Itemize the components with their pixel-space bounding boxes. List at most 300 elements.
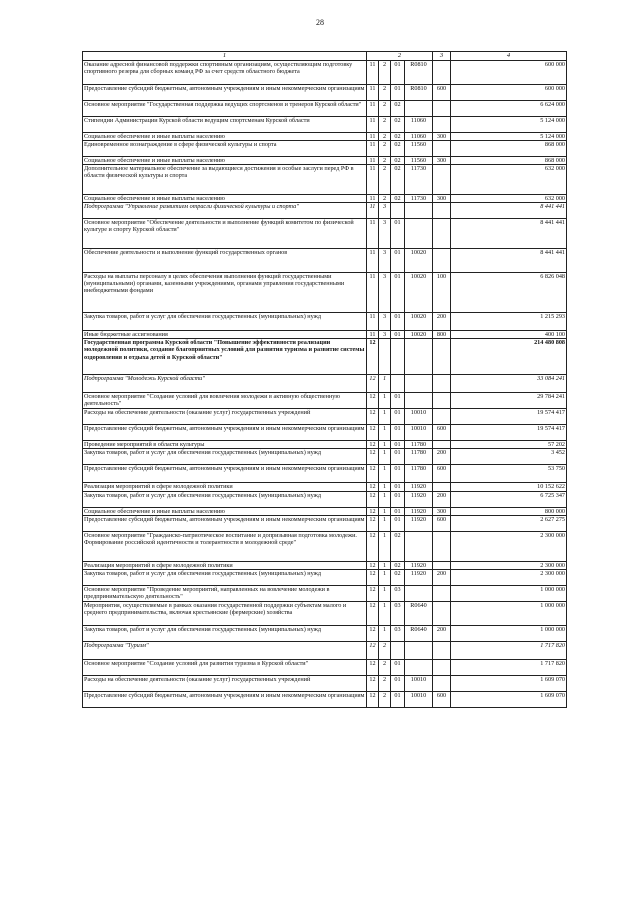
row-code-direction: 11060 (405, 133, 433, 141)
row-amount: 19 574 417 (451, 425, 567, 441)
row-code-subprogram: 1 (379, 449, 391, 465)
row-code-activity: 01 (391, 441, 405, 449)
table-row (83, 425, 567, 441)
row-code-section: 11 (367, 203, 379, 219)
row-code-direction (405, 101, 433, 117)
row-name: Подпрограмма "Молодежь Курской области" (83, 375, 367, 393)
table-row (83, 195, 567, 203)
table-body (83, 61, 567, 708)
table-row (83, 101, 567, 117)
row-code-expense-type (433, 409, 451, 425)
table-row (83, 601, 567, 625)
row-code-direction: 11780 (405, 465, 433, 483)
row-code-direction: 10010 (405, 425, 433, 441)
row-amount: 1 000 000 (451, 625, 567, 641)
row-code-direction: 11920 (405, 491, 433, 507)
row-code-subprogram: 3 (379, 273, 391, 313)
row-code-direction (405, 339, 433, 375)
row-amount: 1 609 070 (451, 675, 567, 691)
row-name: Основное мероприятие "Проведение мероприятий, направленных на вовлечение молодежи в предпринимательскую деятельность" (83, 585, 367, 601)
row-code-direction: 10010 (405, 675, 433, 691)
row-code-section: 12 (367, 691, 379, 707)
row-amount: 2 300 000 (451, 561, 567, 569)
row-name: Предоставление субсидий бюджетным, автономным учреждениям и иным некоммерческим организациям (83, 465, 367, 483)
row-code-subprogram: 1 (379, 569, 391, 585)
row-code-subprogram: 2 (379, 117, 391, 133)
row-amount: 5 124 000 (451, 117, 567, 133)
row-code-direction: 10020 (405, 331, 433, 339)
table-row (83, 61, 567, 85)
row-amount: 8 441 441 (451, 249, 567, 273)
row-amount: 632 000 (451, 195, 567, 203)
row-code-activity: 02 (391, 569, 405, 585)
row-code-subprogram: 2 (379, 641, 391, 659)
row-name: Закупка товаров, работ и услуг для обеспечения государственных (муниципальных) нужд (83, 491, 367, 507)
row-code-section: 12 (367, 675, 379, 691)
row-code-expense-type: 600 (433, 691, 451, 707)
row-name: Предоставление субсидий бюджетным, автономным учреждениям и иным некоммерческим организациям (83, 691, 367, 707)
row-code-section: 11 (367, 165, 379, 195)
row-code-expense-type: 300 (433, 133, 451, 141)
row-code-expense-type (433, 441, 451, 449)
row-amount: 3 452 (451, 449, 567, 465)
row-amount: 2 300 000 (451, 531, 567, 561)
row-amount: 6 826 048 (451, 273, 567, 313)
row-code-subprogram: 2 (379, 675, 391, 691)
row-code-section: 12 (367, 641, 379, 659)
table-row (83, 331, 567, 339)
row-code-expense-type (433, 219, 451, 249)
row-name: Иные бюджетные ассигнования (83, 331, 367, 339)
row-code-expense-type: 200 (433, 491, 451, 507)
page-number: 28 (316, 18, 324, 27)
row-code-direction: 11560 (405, 141, 433, 157)
row-code-section: 11 (367, 313, 379, 331)
row-code-subprogram: 2 (379, 691, 391, 707)
row-name: Основное мероприятие "Обеспечение деятельности и выполнение функций комитетом по физической культуре и спорту Курской области" (83, 219, 367, 249)
row-name: Обеспечение деятельности и выполнение функций государственных органов (83, 249, 367, 273)
row-code-expense-type: 300 (433, 195, 451, 203)
row-name: Реализация мероприятий в сфере молодежной политики (83, 483, 367, 491)
row-code-section: 12 (367, 339, 379, 375)
row-code-activity: 01 (391, 491, 405, 507)
row-code-direction (405, 531, 433, 561)
row-amount: 1 215 293 (451, 313, 567, 331)
row-code-subprogram: 1 (379, 483, 391, 491)
row-name: Оказание адресной финансовой поддержки спортивным организациям, осуществляющим подготовку спортивного резерва для сборных команд РФ за счет средств областного бюджета (83, 61, 367, 85)
row-name: Закупка товаров, работ и услуг для обеспечения государственных (муниципальных) нужд (83, 449, 367, 465)
row-code-direction (405, 393, 433, 409)
row-code-direction: 11920 (405, 561, 433, 569)
row-code-expense-type: 600 (433, 85, 451, 101)
row-code-activity: 01 (391, 465, 405, 483)
table-row (83, 85, 567, 101)
row-code-direction: 11780 (405, 449, 433, 465)
row-code-subprogram: 1 (379, 425, 391, 441)
row-code-subprogram: 2 (379, 195, 391, 203)
row-code-subprogram: 3 (379, 313, 391, 331)
row-name: Предоставление субсидий бюджетным, автономным учреждениям и иным некоммерческим организациям (83, 85, 367, 101)
row-code-activity: 02 (391, 195, 405, 203)
table-row (83, 249, 567, 273)
row-code-direction: 11920 (405, 569, 433, 585)
table-row (83, 203, 567, 219)
row-code-activity: 01 (391, 691, 405, 707)
row-code-section: 11 (367, 331, 379, 339)
row-code-direction: 11920 (405, 515, 433, 531)
row-code-section: 12 (367, 483, 379, 491)
row-code-subprogram: 2 (379, 133, 391, 141)
row-code-expense-type (433, 203, 451, 219)
row-code-section: 11 (367, 117, 379, 133)
row-code-activity: 02 (391, 141, 405, 157)
row-code-section: 12 (367, 491, 379, 507)
row-code-subprogram: 2 (379, 101, 391, 117)
row-code-activity: 01 (391, 409, 405, 425)
row-code-expense-type (433, 601, 451, 625)
row-code-section: 11 (367, 157, 379, 165)
row-code-section: 12 (367, 425, 379, 441)
row-name: Основное мероприятие "Государственная поддержка ведущих спортсменов и тренеров Курской области" (83, 101, 367, 117)
table-row (83, 659, 567, 675)
header-col-3: 3 (433, 52, 451, 61)
row-amount: 57 202 (451, 441, 567, 449)
row-code-section: 11 (367, 61, 379, 85)
table-row (83, 133, 567, 141)
header-col-4: 4 (451, 52, 567, 61)
row-amount: 868 000 (451, 157, 567, 165)
row-code-activity: 02 (391, 561, 405, 569)
row-amount: 400 100 (451, 331, 567, 339)
row-name: Единовременное вознаграждение в сфере физической культуры и спорта (83, 141, 367, 157)
row-name: Дополнительное материальное обеспечение за выдающиеся достижения и особые заслуги перед РФ в области физической культуры и спорта (83, 165, 367, 195)
row-code-activity: 02 (391, 101, 405, 117)
row-code-direction: 11780 (405, 441, 433, 449)
row-code-activity: 01 (391, 85, 405, 101)
row-code-expense-type: 200 (433, 625, 451, 641)
row-code-direction: 10020 (405, 313, 433, 331)
row-code-section: 11 (367, 85, 379, 101)
row-code-direction (405, 203, 433, 219)
row-code-direction: R0640 (405, 601, 433, 625)
row-code-section: 12 (367, 659, 379, 675)
row-code-section: 11 (367, 101, 379, 117)
row-code-subprogram: 1 (379, 585, 391, 601)
row-code-activity: 01 (391, 273, 405, 313)
row-amount: 5 124 000 (451, 133, 567, 141)
table-row (83, 313, 567, 331)
table-row (83, 465, 567, 483)
row-name: Закупка товаров, работ и услуг для обеспечения государственных (муниципальных) нужд (83, 313, 367, 331)
row-code-expense-type: 600 (433, 425, 451, 441)
row-code-section: 12 (367, 409, 379, 425)
row-code-expense-type (433, 675, 451, 691)
row-code-direction: 11730 (405, 165, 433, 195)
row-code-subprogram: 3 (379, 249, 391, 273)
table-row (83, 483, 567, 491)
row-code-expense-type: 200 (433, 313, 451, 331)
row-code-expense-type (433, 641, 451, 659)
row-code-activity: 01 (391, 61, 405, 85)
table-row (83, 515, 567, 531)
header-col-1: 1 (83, 52, 367, 61)
table-row (83, 117, 567, 133)
row-amount: 6 624 000 (451, 101, 567, 117)
row-amount: 6 725 347 (451, 491, 567, 507)
row-code-expense-type (433, 165, 451, 195)
row-code-section: 12 (367, 625, 379, 641)
row-code-section: 11 (367, 273, 379, 313)
row-code-subprogram: 2 (379, 659, 391, 675)
row-code-activity: 01 (391, 483, 405, 491)
row-amount: 600 000 (451, 85, 567, 101)
row-code-expense-type (433, 117, 451, 133)
row-code-subprogram: 1 (379, 531, 391, 561)
row-code-subprogram: 2 (379, 157, 391, 165)
table-row (83, 507, 567, 515)
row-code-activity: 01 (391, 331, 405, 339)
row-code-direction: 11060 (405, 117, 433, 133)
table-row (83, 675, 567, 691)
row-code-expense-type (433, 101, 451, 117)
row-code-section: 12 (367, 515, 379, 531)
row-code-section: 12 (367, 449, 379, 465)
table-row (83, 273, 567, 313)
row-code-subprogram: 3 (379, 219, 391, 249)
row-code-subprogram: 1 (379, 393, 391, 409)
row-code-subprogram: 1 (379, 515, 391, 531)
row-name: Проведение мероприятий в области культуры (83, 441, 367, 449)
row-amount: 1 609 070 (451, 691, 567, 707)
row-code-section: 11 (367, 249, 379, 273)
table-row (83, 561, 567, 569)
row-code-activity: 02 (391, 165, 405, 195)
row-code-subprogram: 1 (379, 375, 391, 393)
row-code-direction (405, 219, 433, 249)
table-row (83, 491, 567, 507)
row-code-activity: 01 (391, 425, 405, 441)
row-name: Закупка товаров, работ и услуг для обеспечения государственных (муниципальных) нужд (83, 569, 367, 585)
row-code-direction: R0810 (405, 61, 433, 85)
table-row (83, 219, 567, 249)
row-code-expense-type (433, 659, 451, 675)
row-code-subprogram: 2 (379, 61, 391, 85)
row-amount: 600 000 (451, 61, 567, 85)
header-col-2: 2 (367, 52, 433, 61)
row-name: Расходы на выплаты персоналу в целях обеспечения выполнения функций государственными (муниципальными) органами, казенными учреждениями, органами управления государственными внебюджетными фондами (83, 273, 367, 313)
row-code-subprogram: 3 (379, 203, 391, 219)
row-code-subprogram: 1 (379, 561, 391, 569)
row-amount: 868 000 (451, 141, 567, 157)
row-code-expense-type: 600 (433, 465, 451, 483)
row-name: Основное мероприятие "Создание условий для развития туризма в Курской области" (83, 659, 367, 675)
row-name: Стипендии Администрации Курской области ведущим спортсменам Курской области (83, 117, 367, 133)
row-code-activity: 03 (391, 585, 405, 601)
row-amount: 8 441 441 (451, 203, 567, 219)
row-code-activity: 01 (391, 507, 405, 515)
row-name: Основное мероприятие "Гражданско-патриотическое воспитание и допризывная подготовка молодежи. Формирование российской идентичности и толерантности в молодежной среде" (83, 531, 367, 561)
row-code-direction: 10020 (405, 273, 433, 313)
row-code-activity (391, 641, 405, 659)
row-name: Закупка товаров, работ и услуг для обеспечения государственных (муниципальных) нужд (83, 625, 367, 641)
row-code-section: 11 (367, 141, 379, 157)
table-row (83, 141, 567, 157)
row-code-direction: R0640 (405, 625, 433, 641)
row-code-activity: 01 (391, 219, 405, 249)
row-code-section: 12 (367, 375, 379, 393)
row-code-direction: 11920 (405, 483, 433, 491)
row-code-activity: 01 (391, 675, 405, 691)
row-amount: 53 750 (451, 465, 567, 483)
row-code-subprogram (379, 339, 391, 375)
table-row (83, 409, 567, 425)
row-code-activity: 02 (391, 531, 405, 561)
row-name: Государственная программа Курской области "Повышение эффективности реализации молодежной политики, создание благоприятных условий для развития туризма и развитие системы оздоровления и отдыха детей в Курской области" (83, 339, 367, 375)
row-code-activity: 03 (391, 625, 405, 641)
table-header-row (83, 52, 567, 61)
row-code-activity: 01 (391, 393, 405, 409)
row-code-section: 12 (367, 393, 379, 409)
row-code-subprogram: 1 (379, 441, 391, 449)
row-code-direction (405, 375, 433, 393)
row-code-section: 12 (367, 561, 379, 569)
row-code-expense-type (433, 561, 451, 569)
row-code-section: 12 (367, 569, 379, 585)
row-code-activity: 01 (391, 659, 405, 675)
row-amount: 33 084 241 (451, 375, 567, 393)
row-name: Социальное обеспечение и иные выплаты населению (83, 507, 367, 515)
row-code-expense-type (433, 339, 451, 375)
table-row (83, 339, 567, 375)
table-row (83, 691, 567, 707)
row-code-section: 11 (367, 133, 379, 141)
row-code-subprogram: 1 (379, 491, 391, 507)
row-code-direction: 11560 (405, 157, 433, 165)
row-amount: 632 000 (451, 165, 567, 195)
row-code-activity (391, 339, 405, 375)
row-code-direction: R0810 (405, 85, 433, 101)
table-row (83, 625, 567, 641)
row-code-direction (405, 585, 433, 601)
row-name: Социальное обеспечение и иные выплаты населению (83, 157, 367, 165)
row-amount: 19 574 417 (451, 409, 567, 425)
row-code-section: 12 (367, 531, 379, 561)
row-code-activity: 02 (391, 133, 405, 141)
table-row (83, 585, 567, 601)
row-name: Расходы на обеспечение деятельности (оказание услуг) государственных учреждений (83, 675, 367, 691)
row-name: Предоставление субсидий бюджетным, автономным учреждениям и иным некоммерческим организациям (83, 515, 367, 531)
row-name: Подпрограмма "Управление развитием отрасли физической культуры и спорта" (83, 203, 367, 219)
row-code-expense-type (433, 531, 451, 561)
row-code-activity (391, 203, 405, 219)
row-amount: 8 441 441 (451, 219, 567, 249)
row-code-expense-type: 200 (433, 569, 451, 585)
row-code-expense-type (433, 141, 451, 157)
row-code-subprogram: 1 (379, 601, 391, 625)
row-name: Предоставление субсидий бюджетным, автономным учреждениям и иным некоммерческим организациям (83, 425, 367, 441)
row-amount: 800 000 (451, 507, 567, 515)
row-code-expense-type (433, 393, 451, 409)
row-code-expense-type (433, 375, 451, 393)
row-code-expense-type (433, 249, 451, 273)
row-amount: 1 717 820 (451, 641, 567, 659)
row-code-subprogram: 2 (379, 85, 391, 101)
row-code-activity: 03 (391, 601, 405, 625)
row-code-section: 12 (367, 465, 379, 483)
table-row (83, 375, 567, 393)
row-amount: 1 000 000 (451, 585, 567, 601)
row-amount: 10 152 622 (451, 483, 567, 491)
row-name: Мероприятия, осуществляемые в рамках оказания государственной поддержки субъектам малого и среднего предпринимательства, включая крестьянские (фермерские) хозяйства (83, 601, 367, 625)
row-code-expense-type (433, 483, 451, 491)
row-code-section: 12 (367, 507, 379, 515)
row-code-activity: 02 (391, 117, 405, 133)
row-code-expense-type: 100 (433, 273, 451, 313)
row-code-direction: 10010 (405, 691, 433, 707)
table-row (83, 449, 567, 465)
row-code-activity: 01 (391, 449, 405, 465)
row-code-activity: 02 (391, 157, 405, 165)
row-code-section: 12 (367, 585, 379, 601)
row-code-subprogram: 1 (379, 465, 391, 483)
row-amount: 214 480 808 (451, 339, 567, 375)
row-name: Подпрограмма "Туризм" (83, 641, 367, 659)
row-code-expense-type: 800 (433, 331, 451, 339)
row-code-direction: 10010 (405, 409, 433, 425)
row-code-expense-type: 300 (433, 157, 451, 165)
row-amount: 29 784 241 (451, 393, 567, 409)
row-name: Реализация мероприятий в сфере молодежной политики (83, 561, 367, 569)
row-code-activity (391, 375, 405, 393)
table-row (83, 165, 567, 195)
row-code-subprogram: 1 (379, 409, 391, 425)
row-code-section: 11 (367, 219, 379, 249)
row-code-section: 12 (367, 441, 379, 449)
row-code-expense-type (433, 585, 451, 601)
table-row (83, 531, 567, 561)
row-code-expense-type: 600 (433, 515, 451, 531)
row-code-activity: 01 (391, 313, 405, 331)
row-amount: 1 717 820 (451, 659, 567, 675)
row-code-subprogram: 3 (379, 331, 391, 339)
row-code-direction: 11920 (405, 507, 433, 515)
row-amount: 2 300 000 (451, 569, 567, 585)
row-code-expense-type: 300 (433, 507, 451, 515)
row-code-expense-type (433, 61, 451, 85)
row-amount: 2 627 275 (451, 515, 567, 531)
table-row (83, 569, 567, 585)
row-code-direction: 10020 (405, 249, 433, 273)
table-row (83, 641, 567, 659)
row-code-activity: 01 (391, 249, 405, 273)
row-code-subprogram: 2 (379, 141, 391, 157)
row-code-direction: 11730 (405, 195, 433, 203)
table-row (83, 157, 567, 165)
row-code-subprogram: 1 (379, 507, 391, 515)
row-code-subprogram: 1 (379, 625, 391, 641)
row-code-direction (405, 641, 433, 659)
table-row (83, 393, 567, 409)
row-code-section: 12 (367, 601, 379, 625)
row-code-section: 11 (367, 195, 379, 203)
row-code-activity: 01 (391, 515, 405, 531)
row-code-expense-type: 200 (433, 449, 451, 465)
row-name: Основное мероприятие "Создание условий для вовлечения молодежи в активную общественную деятельность" (83, 393, 367, 409)
row-name: Социальное обеспечение и иные выплаты населению (83, 195, 367, 203)
table-row (83, 441, 567, 449)
row-name: Расходы на обеспечение деятельности (оказание услуг) государственных учреждений (83, 409, 367, 425)
row-name: Социальное обеспечение и иные выплаты населению (83, 133, 367, 141)
